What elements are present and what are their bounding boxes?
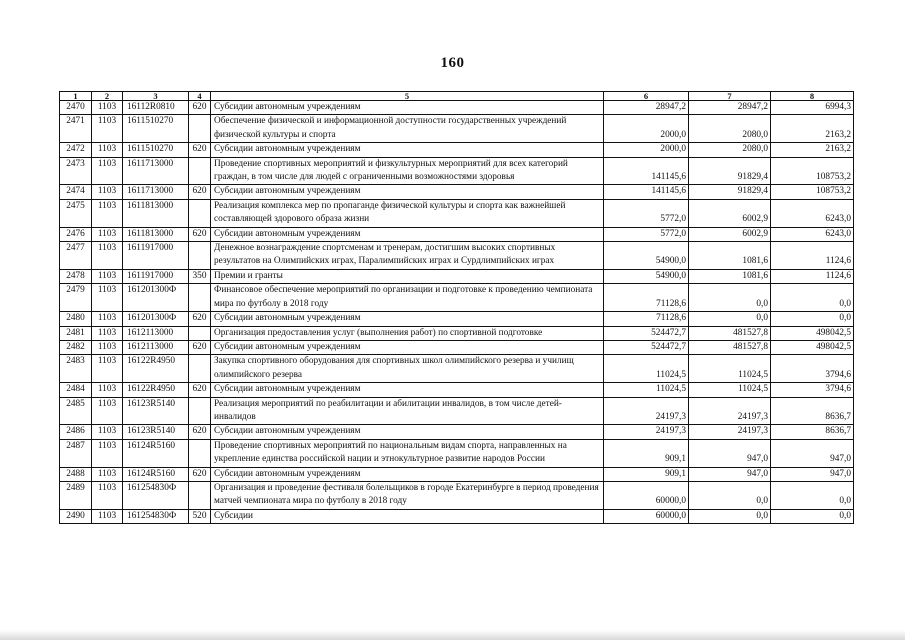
section-code-cell: 1103	[92, 383, 123, 397]
amount-col-8-cell: 6994,3	[771, 101, 854, 115]
expense-type-code-cell: 620	[189, 101, 211, 115]
amount-col-7-cell: 28947,2	[689, 101, 771, 115]
scan-edge-shadow	[0, 630, 905, 640]
target-article-code-cell: 16122R4950	[123, 355, 189, 383]
amount-col-8-cell: 108753,2	[771, 157, 854, 185]
table-row	[60, 269, 854, 283]
row-number-cell: 2481	[60, 326, 92, 340]
amount-col-7-cell: 0,0	[689, 312, 771, 326]
section-code-cell: 1103	[92, 143, 123, 157]
amount-col-8-cell: 947,0	[771, 439, 854, 467]
expense-type-code-cell	[189, 439, 211, 467]
item-name-cell: Субсидии автономным учреждениям	[211, 101, 604, 115]
amount-col-8-cell: 2163,2	[771, 143, 854, 157]
amount-col-6-cell: 24197,3	[604, 425, 689, 439]
amount-col-8-cell: 6243,0	[771, 227, 854, 241]
amount-col-6-cell: 2000,0	[604, 143, 689, 157]
amount-col-6-cell: 54900,0	[604, 242, 689, 270]
table-row	[60, 467, 854, 481]
section-code-cell: 1103	[92, 397, 123, 425]
amount-col-7-cell: 0,0	[689, 481, 771, 509]
section-code-cell: 1103	[92, 467, 123, 481]
target-article-code-cell: 1611510270	[123, 115, 189, 143]
target-article-code-cell: 1611813000	[123, 199, 189, 227]
section-code-cell: 1103	[92, 355, 123, 383]
row-number-cell: 2489	[60, 481, 92, 509]
row-number-cell: 2473	[60, 157, 92, 185]
amount-col-8-cell: 498042,5	[771, 326, 854, 340]
amount-col-6-cell: 11024,5	[604, 355, 689, 383]
section-code-cell: 1103	[92, 312, 123, 326]
amount-col-6-cell: 5772,0	[604, 199, 689, 227]
amount-col-6-cell: 54900,0	[604, 269, 689, 283]
expense-type-code-cell: 620	[189, 312, 211, 326]
target-article-code-cell: 16123R5140	[123, 397, 189, 425]
row-number-cell: 2483	[60, 355, 92, 383]
item-name-cell: Организация и проведение фестиваля болельщиков в городе Екатеринбурге в период проведения матчей чемпионата мира по футболу в 2018 году	[211, 481, 604, 509]
table-row	[60, 340, 854, 354]
row-number-cell: 2487	[60, 439, 92, 467]
table-body	[60, 101, 854, 524]
amount-col-8-cell: 1124,6	[771, 269, 854, 283]
amount-col-6-cell: 909,1	[604, 439, 689, 467]
item-name-cell: Проведение спортивных мероприятий по национальным видам спорта, направленных на укрепление единства российской нации и этнокультурное развитие народов России	[211, 439, 604, 467]
amount-col-7-cell: 481527,8	[689, 326, 771, 340]
header-col-4: 4	[189, 92, 211, 101]
table-row	[60, 284, 854, 312]
amount-col-7-cell: 91829,4	[689, 157, 771, 185]
expense-type-code-cell	[189, 284, 211, 312]
amount-col-6-cell: 71128,6	[604, 312, 689, 326]
item-name-cell: Финансовое обеспечение мероприятий по организации и подготовке к проведению чемпионата мира по футболу в 2018 году	[211, 284, 604, 312]
row-number-cell: 2472	[60, 143, 92, 157]
amount-col-6-cell: 141145,6	[604, 185, 689, 199]
amount-col-7-cell: 6002,9	[689, 199, 771, 227]
expense-type-code-cell	[189, 355, 211, 383]
amount-col-7-cell: 0,0	[689, 509, 771, 523]
section-code-cell: 1103	[92, 242, 123, 270]
section-code-cell: 1103	[92, 269, 123, 283]
amount-col-8-cell: 8636,7	[771, 397, 854, 425]
section-code-cell: 1103	[92, 425, 123, 439]
amount-col-6-cell: 5772,0	[604, 227, 689, 241]
row-number-cell: 2484	[60, 383, 92, 397]
section-code-cell: 1103	[92, 101, 123, 115]
table-row	[60, 242, 854, 270]
expense-type-code-cell: 620	[189, 185, 211, 199]
header-col-7: 7	[689, 92, 771, 101]
header-col-6: 6	[604, 92, 689, 101]
row-number-cell: 2482	[60, 340, 92, 354]
expense-type-code-cell	[189, 242, 211, 270]
amount-col-8-cell: 0,0	[771, 284, 854, 312]
item-name-cell: Реализация комплекса мер по пропаганде физической культуры и спорта как важнейшей составляющей здорового образа жизни	[211, 199, 604, 227]
target-article-code-cell: 1611510270	[123, 143, 189, 157]
target-article-code-cell: 161254830Ф	[123, 481, 189, 509]
expense-type-code-cell	[189, 326, 211, 340]
amount-col-8-cell: 2163,2	[771, 115, 854, 143]
expense-type-code-cell: 620	[189, 227, 211, 241]
amount-col-7-cell: 24197,3	[689, 397, 771, 425]
expense-type-code-cell: 350	[189, 269, 211, 283]
item-name-cell: Субсидии автономным учреждениям	[211, 383, 604, 397]
table-row	[60, 185, 854, 199]
amount-col-8-cell: 498042,5	[771, 340, 854, 354]
table-row	[60, 397, 854, 425]
table-row	[60, 509, 854, 523]
target-article-code-cell: 16123R5140	[123, 425, 189, 439]
expense-type-code-cell: 620	[189, 383, 211, 397]
row-number-cell: 2476	[60, 227, 92, 241]
expense-type-code-cell: 620	[189, 425, 211, 439]
amount-col-7-cell: 91829,4	[689, 185, 771, 199]
amount-col-7-cell: 11024,5	[689, 355, 771, 383]
row-number-cell: 2488	[60, 467, 92, 481]
amount-col-8-cell: 1124,6	[771, 242, 854, 270]
row-number-cell: 2477	[60, 242, 92, 270]
section-code-cell: 1103	[92, 284, 123, 312]
item-name-cell: Субсидии автономным учреждениям	[211, 227, 604, 241]
item-name-cell: Закупка спортивного оборудования для спортивных школ олимпийского резерва и училищ олимпийского резерва	[211, 355, 604, 383]
budget-table	[59, 91, 854, 524]
item-name-cell: Субсидии автономным учреждениям	[211, 467, 604, 481]
target-article-code-cell: 1611713000	[123, 157, 189, 185]
amount-col-8-cell: 3794,6	[771, 383, 854, 397]
table-row	[60, 425, 854, 439]
amount-col-6-cell: 909,1	[604, 467, 689, 481]
expense-type-code-cell: 620	[189, 143, 211, 157]
amount-col-7-cell: 947,0	[689, 467, 771, 481]
section-code-cell: 1103	[92, 481, 123, 509]
table-row	[60, 312, 854, 326]
item-name-cell: Обеспечение физической и информационной доступности государственных учреждений физической культуры и спорта	[211, 115, 604, 143]
table-row	[60, 481, 854, 509]
section-code-cell: 1103	[92, 326, 123, 340]
amount-col-8-cell: 3794,6	[771, 355, 854, 383]
section-code-cell: 1103	[92, 199, 123, 227]
amount-col-6-cell: 141145,6	[604, 157, 689, 185]
table-header-row	[60, 92, 854, 101]
table-row	[60, 115, 854, 143]
amount-col-6-cell: 524472,7	[604, 326, 689, 340]
target-article-code-cell: 1611713000	[123, 185, 189, 199]
row-number-cell: 2471	[60, 115, 92, 143]
amount-col-6-cell: 11024,5	[604, 383, 689, 397]
expense-type-code-cell	[189, 199, 211, 227]
target-article-code-cell: 1611917000	[123, 242, 189, 270]
target-article-code-cell: 1611917000	[123, 269, 189, 283]
amount-col-7-cell: 2080,0	[689, 115, 771, 143]
item-name-cell: Субсидии автономным учреждениям	[211, 340, 604, 354]
item-name-cell: Субсидии автономным учреждениям	[211, 312, 604, 326]
expense-type-code-cell	[189, 115, 211, 143]
item-name-cell: Субсидии автономным учреждениям	[211, 425, 604, 439]
table-row	[60, 227, 854, 241]
amount-col-8-cell: 0,0	[771, 481, 854, 509]
row-number-cell: 2485	[60, 397, 92, 425]
amount-col-8-cell: 0,0	[771, 312, 854, 326]
amount-col-7-cell: 24197,3	[689, 425, 771, 439]
expense-type-code-cell	[189, 157, 211, 185]
expense-type-code-cell: 620	[189, 340, 211, 354]
item-name-cell: Денежное вознаграждение спортсменам и тренерам, достигшим высоких спортивных результатов на Олимпийских играх, Паралимпийских играх и Сурдлимпийских играх	[211, 242, 604, 270]
row-number-cell: 2480	[60, 312, 92, 326]
row-number-cell: 2478	[60, 269, 92, 283]
amount-col-8-cell: 108753,2	[771, 185, 854, 199]
item-name-cell: Премии и гранты	[211, 269, 604, 283]
target-article-code-cell: 16112R0810	[123, 101, 189, 115]
amount-col-8-cell: 947,0	[771, 467, 854, 481]
item-name-cell: Субсидии	[211, 509, 604, 523]
table-row	[60, 157, 854, 185]
item-name-cell: Реализация мероприятий по реабилитации и абилитации инвалидов, в том числе детей-инвалидов	[211, 397, 604, 425]
amount-col-8-cell: 0,0	[771, 509, 854, 523]
amount-col-7-cell: 1081,6	[689, 269, 771, 283]
amount-col-6-cell: 524472,7	[604, 340, 689, 354]
row-number-cell: 2490	[60, 509, 92, 523]
amount-col-6-cell: 24197,3	[604, 397, 689, 425]
section-code-cell: 1103	[92, 157, 123, 185]
amount-col-7-cell: 0,0	[689, 284, 771, 312]
amount-col-7-cell: 1081,6	[689, 242, 771, 270]
amount-col-7-cell: 2080,0	[689, 143, 771, 157]
target-article-code-cell: 16124R5160	[123, 439, 189, 467]
item-name-cell: Субсидии автономным учреждениям	[211, 143, 604, 157]
section-code-cell: 1103	[92, 509, 123, 523]
row-number-cell: 2470	[60, 101, 92, 115]
item-name-cell: Организация предоставления услуг (выполнения работ) по спортивной подготовке	[211, 326, 604, 340]
amount-col-7-cell: 11024,5	[689, 383, 771, 397]
amount-col-7-cell: 6002,9	[689, 227, 771, 241]
target-article-code-cell: 1611813000	[123, 227, 189, 241]
expense-type-code-cell	[189, 481, 211, 509]
amount-col-6-cell: 60000,0	[604, 509, 689, 523]
section-code-cell: 1103	[92, 115, 123, 143]
amount-col-6-cell: 60000,0	[604, 481, 689, 509]
target-article-code-cell: 16124R5160	[123, 467, 189, 481]
target-article-code-cell: 161254830Ф	[123, 509, 189, 523]
table-row	[60, 355, 854, 383]
amount-col-6-cell: 28947,2	[604, 101, 689, 115]
section-code-cell: 1103	[92, 439, 123, 467]
target-article-code-cell: 1612113000	[123, 326, 189, 340]
amount-col-8-cell: 6243,0	[771, 199, 854, 227]
header-col-8: 8	[771, 92, 854, 101]
section-code-cell: 1103	[92, 227, 123, 241]
amount-col-6-cell: 71128,6	[604, 284, 689, 312]
header-col-5: 5	[211, 92, 604, 101]
table-row	[60, 199, 854, 227]
header-col-2: 2	[92, 92, 123, 101]
header-col-1: 1	[60, 92, 92, 101]
expense-type-code-cell: 620	[189, 467, 211, 481]
table-row	[60, 383, 854, 397]
row-number-cell: 2474	[60, 185, 92, 199]
target-article-code-cell: 161201300Ф	[123, 312, 189, 326]
target-article-code-cell: 1612113000	[123, 340, 189, 354]
amount-col-7-cell: 947,0	[689, 439, 771, 467]
expense-type-code-cell	[189, 397, 211, 425]
page-number: 160	[440, 55, 465, 71]
target-article-code-cell: 16122R4950	[123, 383, 189, 397]
table-row	[60, 326, 854, 340]
header-col-3: 3	[123, 92, 189, 101]
table-row	[60, 101, 854, 115]
amount-col-7-cell: 481527,8	[689, 340, 771, 354]
section-code-cell: 1103	[92, 340, 123, 354]
row-number-cell: 2475	[60, 199, 92, 227]
amount-col-6-cell: 2000,0	[604, 115, 689, 143]
row-number-cell: 2479	[60, 284, 92, 312]
row-number-cell: 2486	[60, 425, 92, 439]
item-name-cell: Субсидии автономным учреждениям	[211, 185, 604, 199]
target-article-code-cell: 161201300Ф	[123, 284, 189, 312]
table-row	[60, 143, 854, 157]
table-row	[60, 439, 854, 467]
section-code-cell: 1103	[92, 185, 123, 199]
expense-type-code-cell: 520	[189, 509, 211, 523]
item-name-cell: Проведение спортивных мероприятий и физкультурных мероприятий для всех категорий граждан, в том числе для людей с ограниченными возможностями здоровья	[211, 157, 604, 185]
amount-col-8-cell: 8636,7	[771, 425, 854, 439]
